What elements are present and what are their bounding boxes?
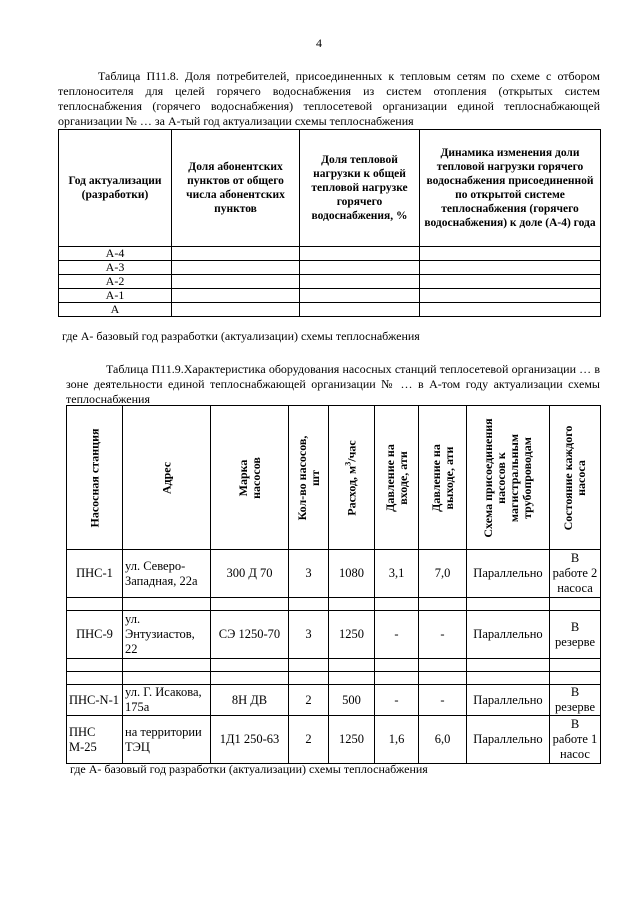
table1-caption: Таблица П11.8. Доля потребителей, присоединенных к тепловым сетям по схеме с отбором теплоносителя для целей горячего водоснабжения из систем отопления (открытых систем теплоснабжения (горячего водоснабжения) теплосетевой организации единой теплоснабжающей организации № … за А-тый год актуализации схемы теплоснабжения [58,69,600,128]
table2-note: где А- базовый год разработки (актуализации) схемы теплоснабжения [70,762,428,776]
count-cell: 3 [289,611,329,659]
count-cell: 2 [289,716,329,764]
table2-header-brand: Марка насосов [211,406,289,550]
table1-header-dynamics: Динамика изменения доли тепловой нагрузки горячего водоснабжения присоединенной по открытой системе теплоснабжения (горячего водоснабжения) к доле (А-4) года [420,130,601,247]
station-cell: ПНС М-25 [67,716,123,764]
scheme-cell: Параллельно [467,716,550,764]
pressure-out-cell: 6,0 [419,716,467,764]
brand-cell: СЭ 1250-70 [211,611,289,659]
scheme-cell: Параллельно [467,611,550,659]
table-row [59,247,601,261]
table2-header-scheme: Схема присоединения насосов к магистральным трубопроводам [467,406,550,550]
scheme-cell: Параллельно [467,685,550,716]
table1-header-year: Год актуализации (разработки) [59,130,172,247]
table-row [67,685,601,716]
table-row [59,303,601,317]
table1 [58,129,601,317]
table2 [66,405,601,764]
brand-cell: 8Н ДВ [211,685,289,716]
station-cell: ПНС-9 [67,611,123,659]
flow-cell: 1250 [329,611,375,659]
flow-cell: 500 [329,685,375,716]
station-cell: ПНС-1 [67,550,123,598]
state-cell: В резерве [550,611,601,659]
table2-header-flow: Расход, $м^3$/час [329,406,375,550]
flow-cell: 1250 [329,716,375,764]
station-cell: ПНС-N-1 [67,685,123,716]
table1-note: где А- базовый год разработки (актуализации) схемы теплоснабжения [62,329,420,343]
table-row [67,550,601,598]
address-cell: ул. Энтузиастов, 22 [123,611,211,659]
table1-header-share-load: Доля тепловой нагрузки к общей тепловой нагрузке горячего водоснабжения, % [300,130,420,247]
count-cell: 3 [289,550,329,598]
state-cell: В работе 1 насос [550,716,601,764]
pressure-in-cell: - [375,685,419,716]
pressure-in-cell: - [375,611,419,659]
pressure-in-cell: 1,6 [375,716,419,764]
state-cell: В работе 2 насоса [550,550,601,598]
address-cell: ул. Северо-Западная, 22а [123,550,211,598]
brand-cell: 300 Д 70 [211,550,289,598]
table-row-empty [67,659,601,672]
table-row [59,261,601,275]
pressure-out-cell: - [419,685,467,716]
table-row-empty [67,672,601,685]
table1-header-row [59,130,601,247]
page-number: 4 [316,36,322,50]
table-row [59,289,601,303]
address-cell: на территории ТЭЦ [123,716,211,764]
address-cell: ул. Г. Исакова, 175а [123,685,211,716]
table2-header-address: Адрес [123,406,211,550]
table1-year-cell: А-1 [59,289,172,303]
table-row [67,611,601,659]
table1-year-cell: А-3 [59,261,172,275]
pressure-out-cell: - [419,611,467,659]
table1-year-cell: А-4 [59,247,172,261]
table2-header-pressure-out: Давление на выходе, ати [419,406,467,550]
scheme-cell: Параллельно [467,550,550,598]
table2-header-row [67,406,601,550]
state-cell: В резерве [550,685,601,716]
table2-header-pressure-in: Давление на входе, ати [375,406,419,550]
table-row [67,716,601,764]
table2-header-state: Состояние каждого насоса [550,406,601,550]
brand-cell: 1Д1 250-63 [211,716,289,764]
pressure-out-cell: 7,0 [419,550,467,598]
pressure-in-cell: 3,1 [375,550,419,598]
table1-year-cell: А [59,303,172,317]
table-row [59,275,601,289]
table1-year-cell: А-2 [59,275,172,289]
flow-cell: 1080 [329,550,375,598]
table1-header-share-points: Доля абонентских пунктов от общего числа абонентских пунктов [172,130,300,247]
table2-caption: Таблица П11.9.Характеристика оборудования насосных станций теплосетевой организации … в зоне деятельности единой теплоснабжающей организации № … в А-том году актуализации схемы теплоснабжения [66,362,600,406]
count-cell: 2 [289,685,329,716]
table2-header-count: Кол-во насосов, шт [289,406,329,550]
table-row-empty [67,598,601,611]
table2-header-station: Насосная станция [67,406,123,550]
